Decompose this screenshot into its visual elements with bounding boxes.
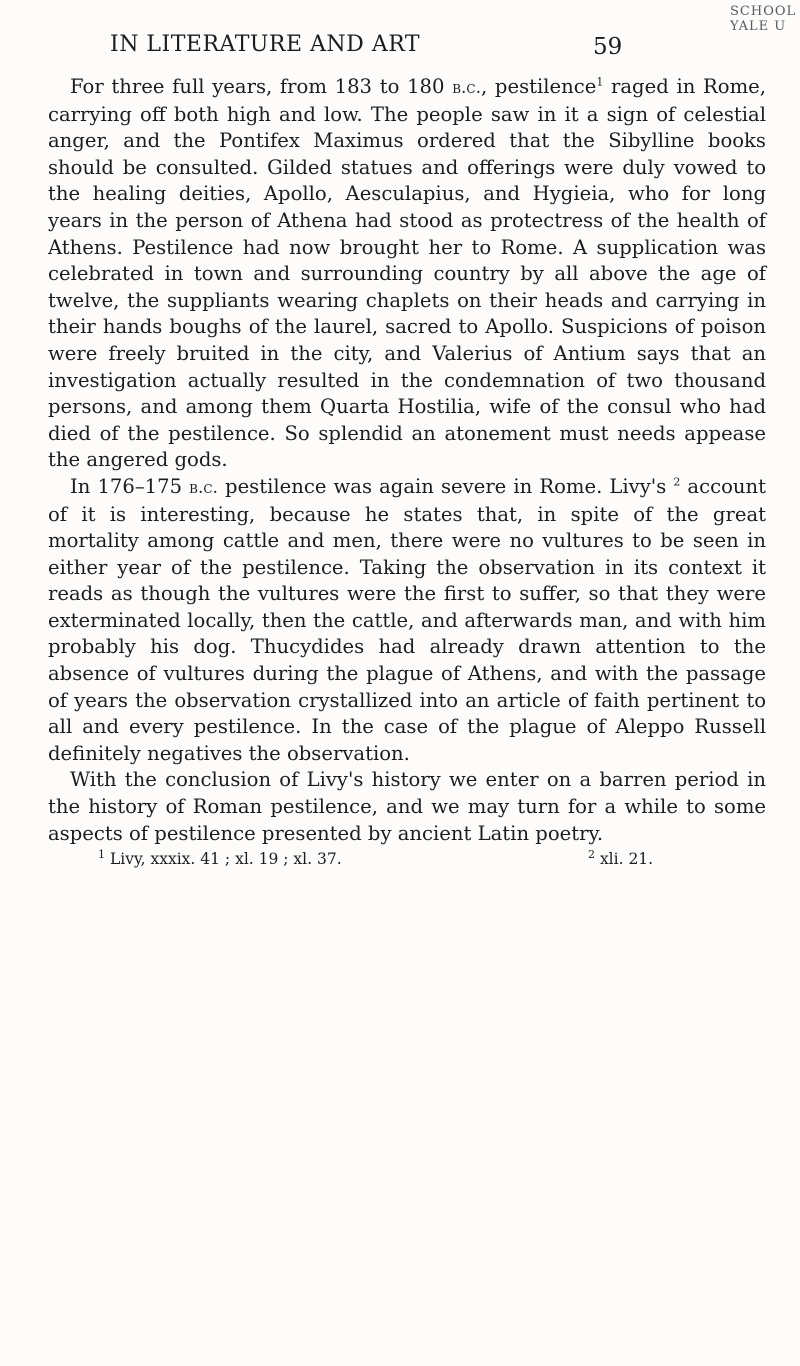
text-run: For three full years, from 183 to 180 (70, 75, 453, 98)
page-header (48, 4, 797, 74)
body-text (48, 74, 766, 847)
paragraph (48, 74, 766, 474)
stamp-line-2: YALE U (730, 19, 787, 34)
footnote-2 (588, 847, 653, 871)
footnote-text: Livy, xxxix. 41 ; xl. 19 ; xl. 37. (109, 850, 342, 869)
running-head: IN LITERATURE AND ART (110, 32, 421, 57)
text-run: In 176–175 (70, 474, 190, 498)
page-number: 59 (593, 34, 623, 60)
text-run: raged in Rome, carrying off both high and low. The people saw in it a sign of celestial anger, and the Pontifex Maximus ordered that the Sibylline books should be consulted. Gilded statues and offerings were duly vowed to the healing deities, Apollo, Aesculapius, and Hygieia, who for long years in the person of Athena had stood as protectress of the health of Athens. Pestilence had now brought her to Rome. A supplication was celebrated in town and surrounding country by all above the age of twelve, the suppliants wearing chaplets on their heads and carrying in their hands boughs of the laurel, sacred to Apollo. Suspicions of poison were freely bruited in the city, and Valerius of Antium says that an investigation actually resulted in the condemnation of two thousand persons, and among them Quarta Hostilia, wife of the consul who had died of the pestilence. So splendid an atonement must needs appease the angered gods. (48, 75, 766, 472)
footnote-marker: 2 (588, 848, 595, 862)
paragraph (48, 767, 766, 847)
era-abbreviation: b.c. (452, 78, 481, 98)
footnote-reference: 1 (596, 75, 604, 89)
text-run: , pestilence (481, 75, 597, 98)
stamp-line-1: SCHOOL (730, 4, 797, 19)
footnote-reference: 2 (673, 475, 681, 489)
footnotes (48, 847, 766, 871)
footnote-marker: 1 (98, 848, 105, 862)
library-stamp (730, 4, 800, 34)
text-run: With the conclusion of Livy's history we enter on a barren period in the history of Roman pestilence, and we may turn for a while to some aspects of pestilence presented by ancient Latin poetry. (48, 768, 766, 845)
footnote-text: xli. 21. (599, 850, 654, 869)
text-run: pestilence was again severe in Rome. Livy's (217, 474, 674, 498)
text-run: account of it is interesting, because he states that, in spite of the great mortality among cattle and men, there were no vultures to be seen in either year of the pestilence. Taking the observation in its context it reads as though the vultures were the first to suffer, so that they were exterminated locally, then the cattle, and afterwards man, and with him probably his dog. Thucydides had already drawn attention to the absence of vultures during the plague of Athens, and with the passage of years the observation crystallized into an article of faith pertinent to all and every pestilence. In the case of the plague of Aleppo Russell definitely negatives the observation. (48, 474, 766, 765)
paragraph (48, 474, 766, 768)
footnote-1 (98, 847, 528, 871)
book-page (48, 4, 797, 871)
era-abbreviation: b.c. (189, 477, 218, 498)
